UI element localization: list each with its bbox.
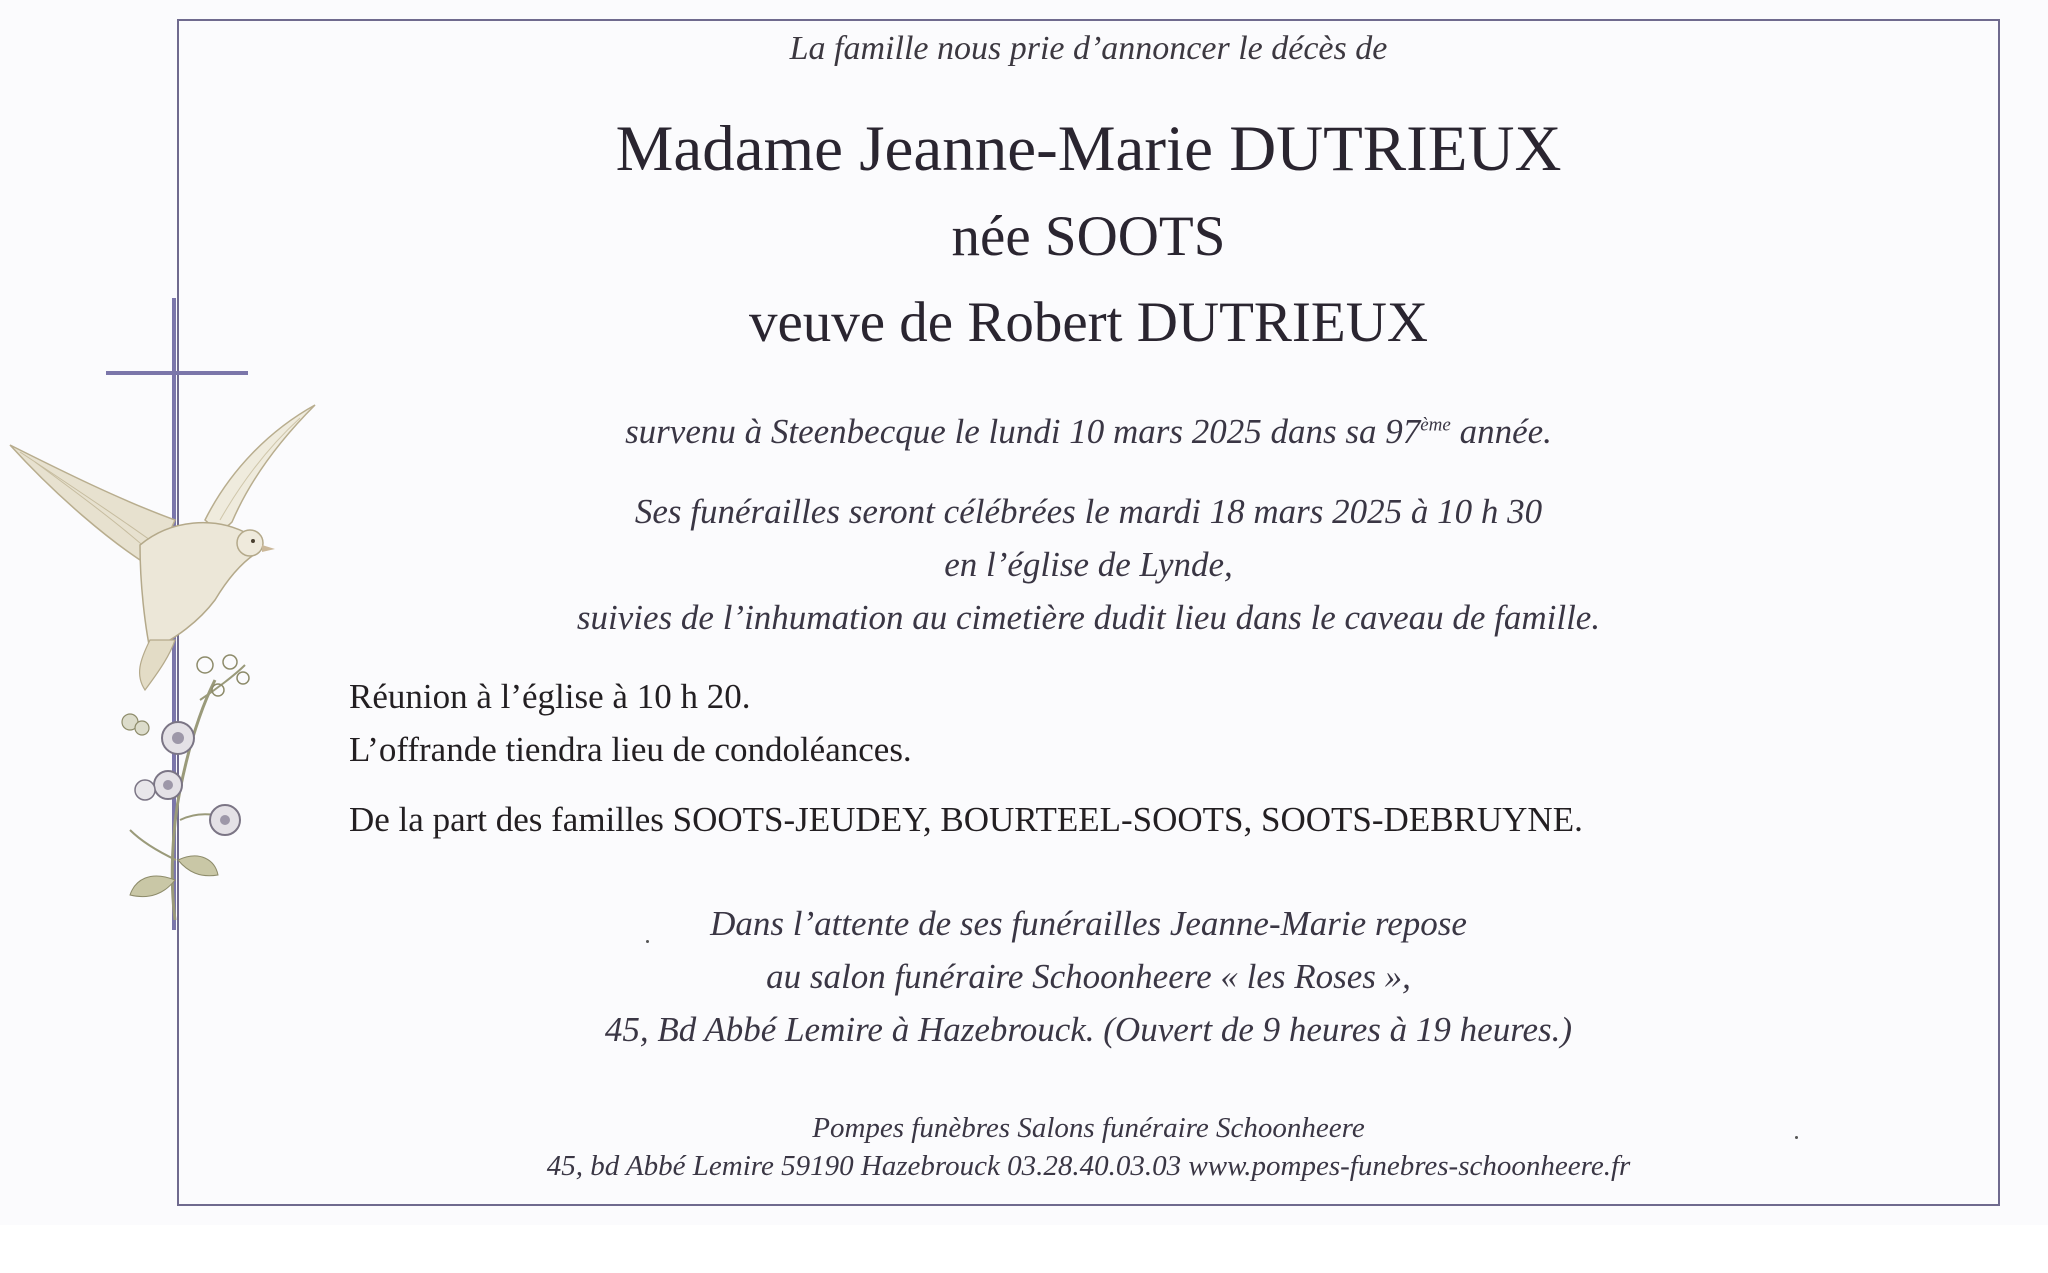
repose-line-3: 45, Bd Abbé Lemire à Hazebrouck. (Ouvert de 9 heures à 19 heures.): [604, 1010, 1573, 1049]
funeral-line-2: en l’église de Lynde,: [944, 545, 1233, 584]
deceased-name: Madame Jeanne-Marie DUTRIEUX: [615, 113, 1562, 185]
funeral-home-name: Pompes funèbres Salons funéraire Schoonheere: [812, 1112, 1365, 1144]
repose-line-2: au salon funéraire Schoonheere « les Roses »,: [766, 957, 1411, 996]
death-notice: [177, 412, 2000, 452]
intro-text: La famille nous prie d’annoncer le décès de: [789, 30, 1388, 67]
funeral-line-1: Ses funérailles seront célébrées le mardi 18 mars 2025 à 10 h 30: [634, 492, 1543, 531]
offering-text: L’offrande tiendra lieu de condoléances.: [349, 730, 912, 769]
death-text-end: année.: [1450, 412, 1552, 451]
meeting-text: Réunion à l’église à 10 h 20.: [349, 677, 751, 716]
flower-branch-icon: [122, 655, 249, 920]
death-text: survenu à Steenbecque le lundi 10 mars 2025 dans sa 97: [625, 412, 1421, 451]
funeral-line-3: suivies de l’inhumation au cimetière dudit lieu dans le caveau de famille.: [576, 598, 1601, 637]
widow-of: veuve de Robert DUTRIEUX: [748, 291, 1429, 354]
page-margin: [0, 1225, 2048, 1273]
ordinal-suffix: ème: [1420, 414, 1451, 436]
funeral-home-address: 45, bd Abbé Lemire 59190 Hazebrouck 03.28.40.03.03 www.pompes-funebres-schoonheere.fr: [546, 1150, 1631, 1182]
repose-line-1: Dans l’attente de ses funérailles Jeanne-Marie repose: [710, 904, 1467, 943]
birth-name: née SOOTS: [951, 205, 1226, 268]
families-text: De la part des familles SOOTS-JEUDEY, BOURTEEL-SOOTS, SOOTS-DEBRUYNE.: [349, 800, 1583, 839]
